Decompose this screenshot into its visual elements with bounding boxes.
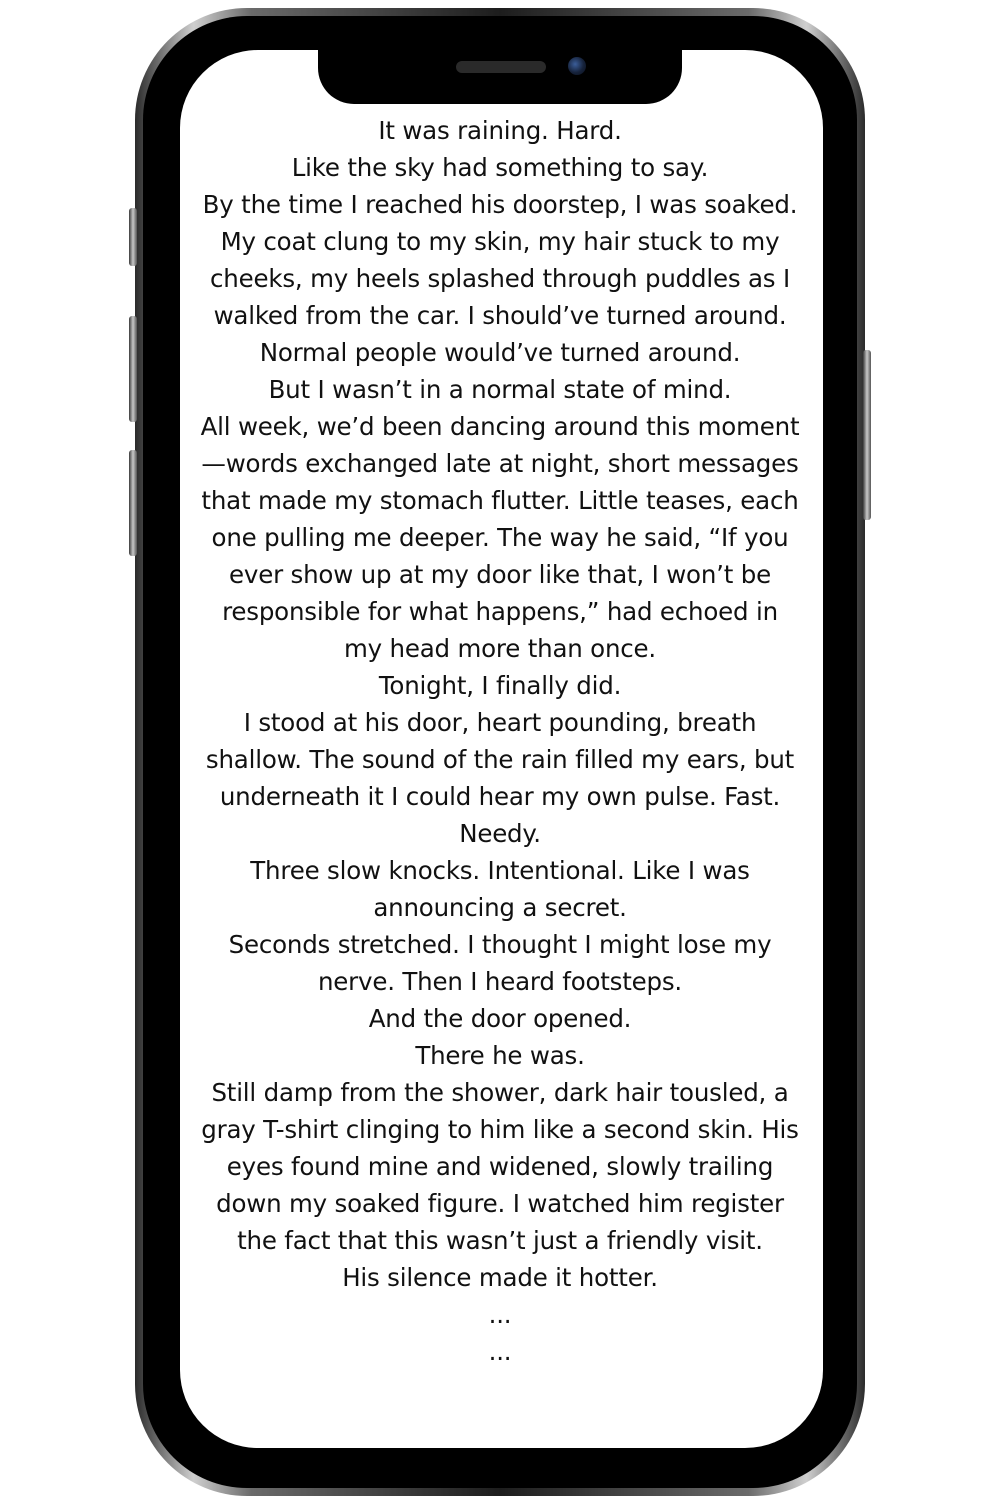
story-paragraph: Seconds stretched. I thought I might lose my nerve. Then I heard footsteps. [228, 930, 772, 996]
story-paragraph: But I wasn’t in a normal state of mind. [268, 375, 732, 404]
power-button [863, 350, 871, 520]
story-ellipsis: ... [488, 1300, 512, 1329]
speaker-grille [456, 61, 546, 73]
story-paragraph: All week, we’d been dancing around this moment—words exchanged late at night, short messages that made my stomach flutter. Little teases, each one pulling me deeper. The way he said, “If you ever show up at my door like that, I won’t be responsible for what happens,” had echoed in my head more than once. [200, 412, 800, 663]
story-text [200, 112, 800, 1370]
story-paragraph: Three slow knocks. Intentional. Like I was announcing a secret. [250, 856, 750, 922]
story-paragraph: It was raining. Hard. [378, 116, 622, 145]
story-ellipsis: ... [488, 1337, 512, 1366]
story-paragraph: Like the sky had something to say. [291, 153, 709, 182]
front-camera-icon [568, 57, 586, 75]
story-paragraph: His silence made it hotter. [342, 1263, 658, 1292]
notch [318, 40, 682, 104]
story-paragraph: There he was. [415, 1041, 585, 1070]
story-paragraph: By the time I reached his doorstep, I was soaked. My coat clung to my skin, my hair stuck to my cheeks, my heels splashed through puddles as I walked from the car. I should’ve turned around. Normal people would’ve turned around. [202, 190, 798, 367]
story-paragraph: Still damp from the shower, dark hair tousled, a gray T-shirt clinging to him like a second skin. His eyes found mine and widened, slowly trailing down my soaked figure. I watched him register the fact that this wasn’t just a friendly visit. [201, 1078, 799, 1255]
story-paragraph: I stood at his door, heart pounding, breath shallow. The sound of the rain filled my ears, but underneath it I could hear my own pulse. Fast. Needy. [205, 708, 795, 848]
volume-up-button [129, 316, 137, 422]
story-paragraph: And the door opened. [368, 1004, 632, 1033]
silent-switch [129, 208, 137, 266]
volume-down-button [129, 450, 137, 556]
story-paragraph: Tonight, I finally did. [378, 671, 622, 700]
